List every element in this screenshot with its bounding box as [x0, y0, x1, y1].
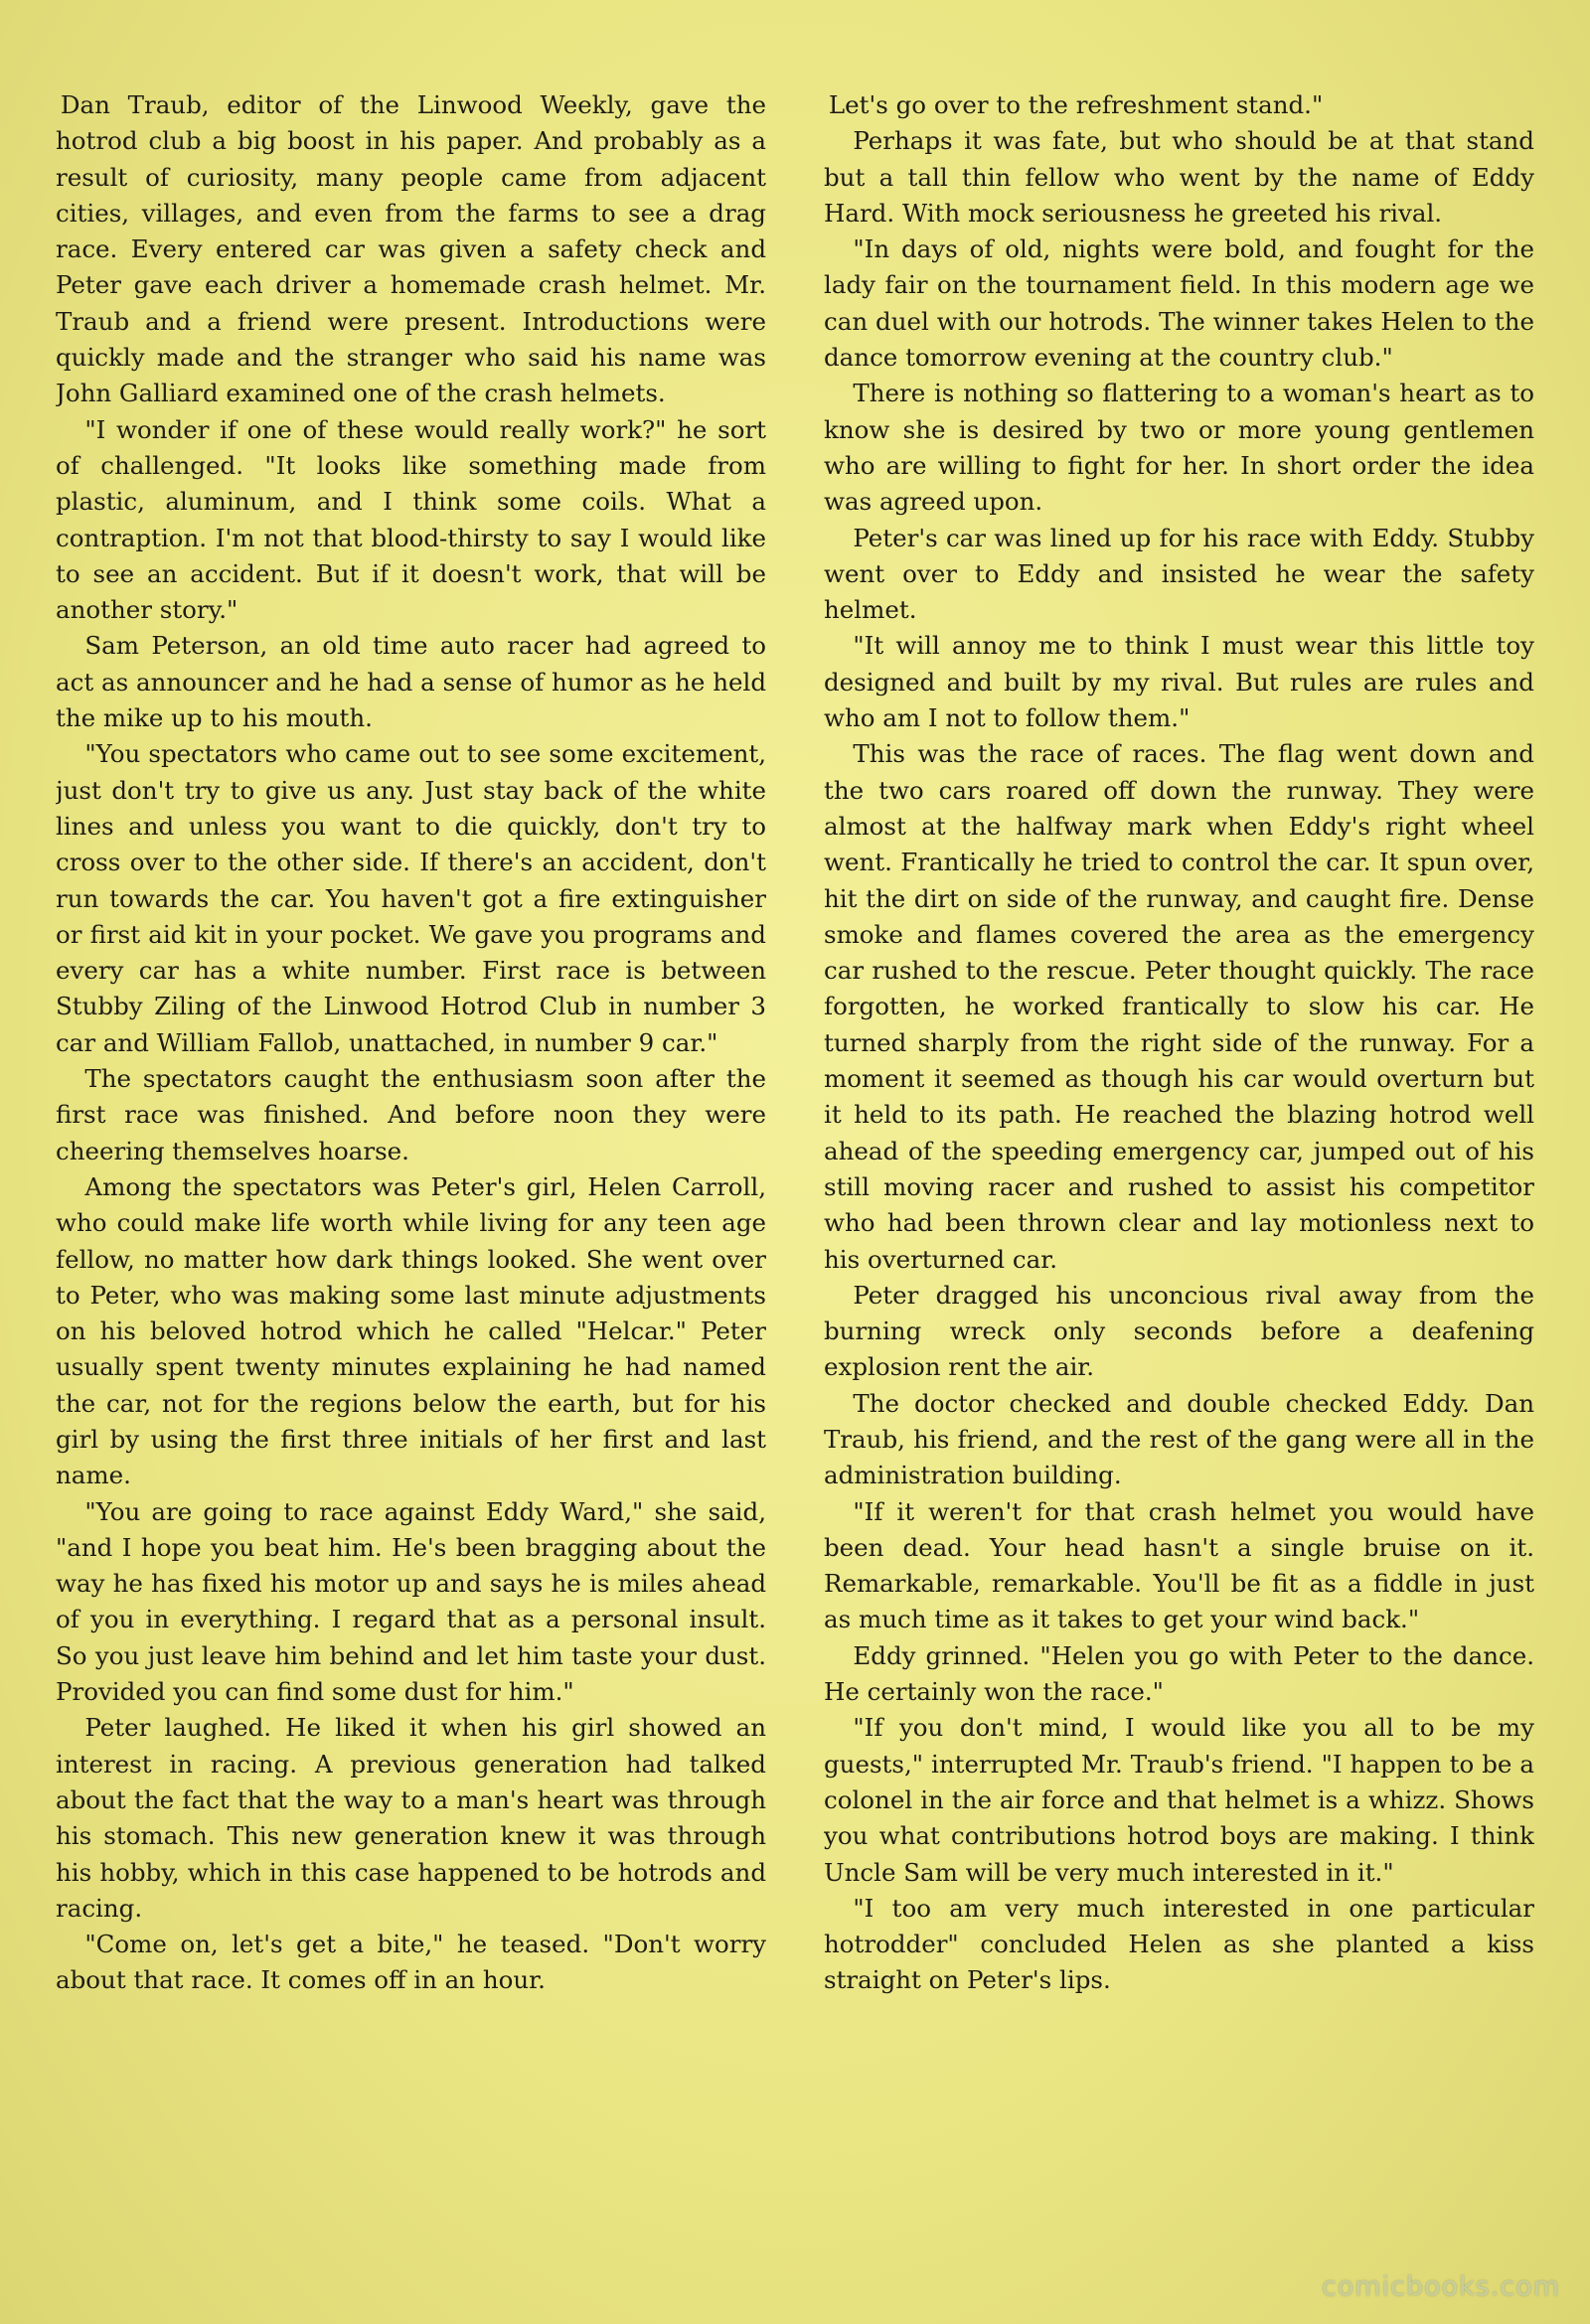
paragraph: "It will annoy me to think I must wear this little toy designed and built by my rival. But rules are rules and who am I not to follow them."	[824, 631, 1534, 733]
paragraph: Perhaps it was fate, but who should be at that stand but a tall thin fellow who went by the name of Eddy Hard. With mock seriousness he greeted his rival.	[824, 126, 1534, 228]
paragraph: Sam Peterson, an old time auto racer had agreed to act as announcer and he had a sense of humor as he held the mike up to his mouth.	[56, 631, 766, 733]
paragraph: "If it weren't for that crash helmet you would have been dead. Your head hasn't a single bruise on it. Remarkable, remarkable. You'll be fit as a fiddle in just as much time as it takes to get your wind back."	[824, 1496, 1534, 1634]
paragraph: "I wonder if one of these would really work?" he sort of challenged. "It looks like something made from plastic, aluminum, and I think some coils. What a contraption. I'm not that blood-thirsty to say I would like to see an accident. But if it doesn't work, that will be another story."	[56, 414, 766, 625]
paragraph: The doctor checked and double checked Eddy. Dan Traub, his friend, and the rest of the gang were all in the administration building.	[824, 1388, 1534, 1490]
paragraph: Eddy grinned. "Helen you go with Peter to the dance. He certainly won the race."	[824, 1640, 1534, 1707]
right-column	[824, 87, 1534, 2244]
paragraph: Dan Traub, editor of the Linwood Weekly, gave the hotrod club a big boost in his paper. And probably as a result of curiosity, many people came from adjacent cities, villages, and even from the farms to see a drag race. Every entered car was given a safety check and Peter gave each driver a homemade crash helmet. Mr. Traub and a friend were present. Introductions were quickly made and the stranger who said his name was John Galliard examined one of the crash helmets.	[56, 90, 766, 408]
text-columns	[56, 87, 1534, 2244]
paragraph: Peter dragged his unconcious rival away from the burning wreck only seconds before a deafening explosion rent the air.	[824, 1280, 1534, 1382]
paragraph: "In days of old, nights were bold, and fought for the lady fair on the tournament field. In this modern age we can duel with our hotrods. The winner takes Helen to the dance tomorrow evening at the country club."	[824, 234, 1534, 373]
paragraph: Let's go over to the refreshment stand."	[828, 90, 1324, 119]
paragraph: "You are going to race against Eddy Ward," she said, "and I hope you beat him. He's been bragging about the way he has fixed his motor up and says he is miles ahead of you in everything. I regard that as a personal insult. So you just leave him behind and let him taste your dust. Provided you can find some dust for him."	[56, 1496, 766, 1707]
paragraph: The spectators caught the enthusiasm soon after the first race was finished. And before noon they were cheering themselves hoarse.	[56, 1064, 766, 1165]
paragraph: There is nothing so flattering to a woman's heart as to know she is desired by two or more young gentlemen who are willing to fight for her. In short order the idea was agreed upon.	[824, 379, 1534, 517]
paragraph: Among the spectators was Peter's girl, Helen Carroll, who could make life worth while living for any teen age fellow, no matter how dark things looked. She went over to Peter, who was making some last minute adjustments on his beloved hotrod which he called "Helcar." Peter usually spent twenty minutes explaining he had named the car, not for the regions below the earth, but for his girl by using the first three initials of her first and last name.	[56, 1171, 766, 1490]
paragraph: "You spectators who came out to see some excitement, just don't try to give us any. Just stay back of the white lines and unless you want to die quickly, don't try to cross over to the other side. If there's an accident, don't run towards the car. You haven't got a fire extinguisher or first aid kit in your pocket. We gave you programs and every car has a white number. First race is between Stubby Ziling of the Linwood Hotrod Club in number 3 car and William Fallob, unattached, in number 9 car."	[56, 739, 766, 1057]
paragraph: Peter laughed. He liked it when his girl showed an interest in racing. A previous generation had talked about the fact that the way to a man's heart was through his stomach. This new generation knew it was through his hobby, which in this case happened to be hotrods and racing.	[56, 1713, 766, 1923]
paragraph: "I too am very much interested in one particular hotrodder" concluded Helen as she planted a kiss straight on Peter's lips.	[824, 1893, 1534, 1995]
paragraph: This was the race of races. The flag went down and the two cars roared off down the runway. They were almost at the halfway mark when Eddy's right wheel went. Frantically he tried to control the car. It spun over, hit the dirt on side of the runway, and caught fire. Dense smoke and flames covered the area as the emergency car rushed to the rescue. Peter thought quickly. The race forgotten, he worked frantically to slow his car. He turned sharply from the right side of the runway. For a moment it seemed as though his car would overturn but it held to its path. He reached the blazing hotrod well ahead of the speeding emergency car, jumped out of his still moving racer and rushed to assist his competitor who had been thrown clear and lay motionless next to his overturned car.	[824, 739, 1534, 1274]
paragraph: "If you don't mind, I would like you all to be my guests," interrupted Mr. Traub's friend. "I happen to be a colonel in the air force and that helmet is a whizz. Shows you what contributions hotrod boys are making. I think Uncle Sam will be very much interested in it."	[824, 1713, 1534, 1887]
site-watermark: comicbooks.com	[1321, 2271, 1560, 2302]
paragraph: Peter's car was lined up for his race with Eddy. Stubby went over to Eddy and insisted he wear the safety helmet.	[824, 523, 1534, 625]
left-column	[56, 87, 766, 2244]
paragraph: "Come on, let's get a bite," he teased. "Don't worry about that race. It comes off in an hour.	[56, 1930, 766, 1995]
